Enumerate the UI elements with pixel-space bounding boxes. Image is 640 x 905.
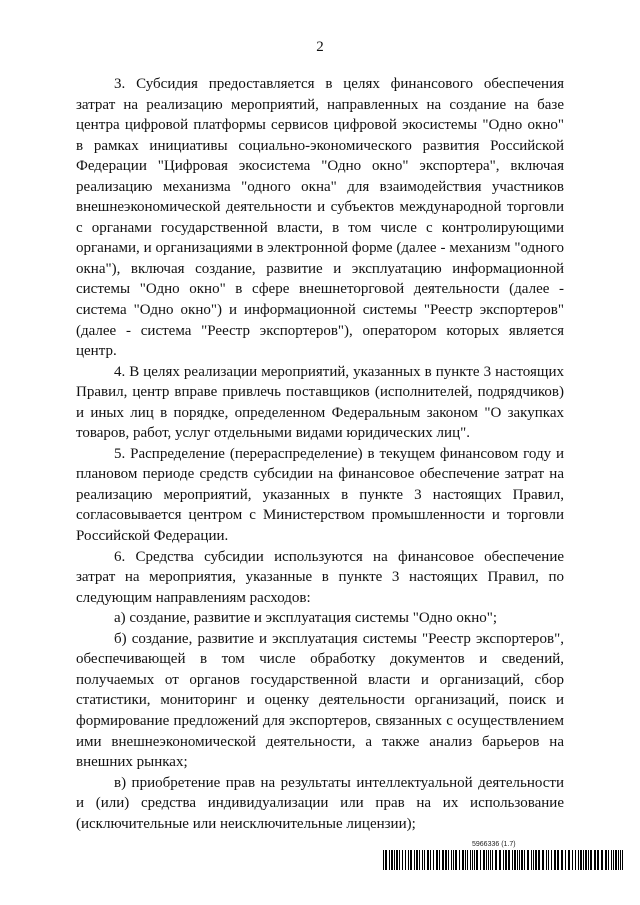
paragraph-5-distribution: 5. Распределение (перераспределение) в текущем финансовом году и плановом периоде средств субсидии на финансовое обеспечение затрат на реализацию мероприятий, указанных в пункте 3 настоящих Правил, согласовывается центром с Министерством промышленности и торговли Российской Федерации. [76, 445, 564, 545]
list-item-a: а) создание, развитие и эксплуатация системы "Одно окно"; [114, 610, 498, 627]
list-item-b: б) создание, развитие и эксплуатация системы "Реестр экспортеров", обеспечивающей в том числе обработку документов и сведений, получаемых от органов государственной власти и организаций, сбор статистики, мониторинг и оценку деятельности организаций, поиск и формирование предложений для экспортеров, связанных с осуществлением ими внешнеэкономической деятельности, а также анализ барьеров на внешних рынках; [76, 630, 564, 771]
list-item-c: в) приобретение прав на результаты интеллектуальной деятельности и (или) средства индивидуализации или прав на их использование (исключительные или неисключительные лицензии); [76, 774, 564, 832]
paragraph-6-expenses: 6. Средства субсидии используются на финансовое обеспечение затрат на мероприятия, указанные в пункте 3 настоящих Правил, по следующим направлениям расходов: [76, 548, 564, 606]
paragraph-4-suppliers: 4. В целях реализации мероприятий, указанных в пункте 3 настоящих Правил, центр вправе привлечь поставщиков (исполнителей, подрядчиков) и иных лиц в порядке, определенном Федеральным законом "О закупках товаров, работ, услуг отдельными видами юридических лиц". [76, 363, 564, 442]
barcode-image [383, 850, 623, 870]
paragraph-3-subsidy-purpose: 3. Субсидия предоставляется в целях финансового обеспечения затрат на реализацию мероприятий, направленных на создание на базе центра цифровой платформы сервисов цифровой экосистемы "Одно окно" в рамках инициативы социально-экономического развития Российской Федерации "Цифровая экосистема "Одно окно" экспортера", включая реализацию механизма "одного окна" для взаимодействия участников внешнеэкономической деятельности и субъектов международной торговли с органами государственной власти, в том числе с контролирующими органами, и организациями в электронной форме (далее - механизм "одного окна"), включая создание, развитие и эксплуатацию информационной системы "Одно окно" в сфере внешнеторговой деятельности (далее - система "Одно окно") и информационной системы "Реестр экспортеров" (далее - система "Реестр экспортеров"), оператором которых является центр. [76, 76, 564, 360]
document-code: 5966336 (1.7) [472, 841, 516, 848]
body-text [76, 74, 564, 834]
page-number: 2 [316, 39, 324, 55]
